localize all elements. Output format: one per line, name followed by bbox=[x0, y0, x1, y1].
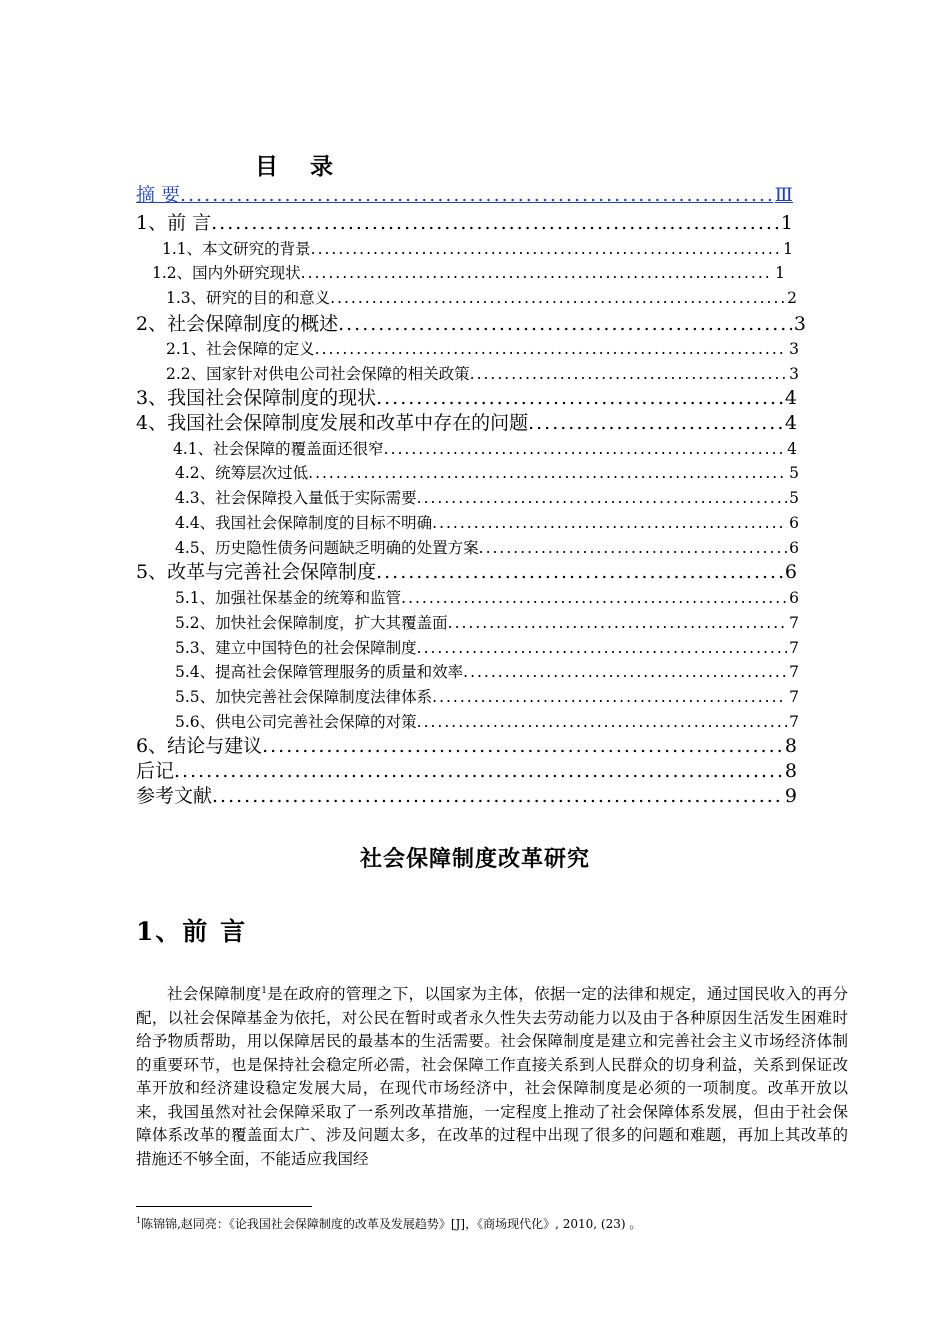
toc-entry[interactable] bbox=[175, 710, 799, 735]
toc-entry-label: 4、我国社会保障制度发展和改革中存在的问题 bbox=[136, 412, 529, 434]
toc-entry[interactable] bbox=[136, 759, 797, 784]
toc-leader-dots bbox=[528, 411, 783, 436]
toc-leader-dots bbox=[463, 660, 787, 685]
toc-leader-dots bbox=[479, 536, 787, 561]
toc-entry-page: 2 bbox=[787, 289, 797, 307]
toc-entry-label: 4.3、社会保障投入量低于实际需要 bbox=[175, 489, 417, 507]
toc-entry-page: 7 bbox=[789, 713, 799, 731]
toc-entry-label: 1.1、本文研究的背景 bbox=[162, 240, 311, 258]
toc-entry-page: 8 bbox=[784, 760, 797, 782]
toc-entry[interactable] bbox=[166, 362, 799, 387]
toc-entry[interactable] bbox=[175, 461, 799, 486]
toc-entry-page: 3 bbox=[789, 365, 799, 383]
toc-entry[interactable] bbox=[166, 337, 799, 362]
toc-entry-page: 9 bbox=[784, 785, 797, 807]
toc-entry-label: 5、改革与完善社会保障制度 bbox=[136, 561, 377, 583]
toc-leader-dots bbox=[417, 710, 787, 735]
toc-entry-label: 1.3、研究的目的和意义 bbox=[166, 289, 331, 307]
toc-entry-label: 后记 bbox=[136, 760, 175, 782]
toc-entry-page: 6 bbox=[789, 539, 799, 557]
toc-entry-page: 7 bbox=[789, 614, 799, 632]
toc-title: 目 录 bbox=[254, 154, 345, 180]
toc-entry-page: 3 bbox=[789, 340, 799, 358]
toc-entry[interactable] bbox=[136, 784, 797, 809]
toc-entry-page: 4 bbox=[784, 387, 797, 409]
toc-entry-page: 6 bbox=[789, 589, 799, 607]
footnote-separator bbox=[136, 1206, 312, 1207]
toc-entry-page: 5 bbox=[789, 464, 799, 482]
footnote bbox=[136, 1213, 641, 1232]
toc-entry-label: 1.2、国内外研究现状 bbox=[152, 264, 301, 282]
toc-entry[interactable] bbox=[136, 386, 797, 411]
toc-leader-dots bbox=[432, 511, 787, 536]
toc-leader-dots bbox=[262, 734, 783, 759]
toc-entry-label: 4.4、我国社会保障制度的目标不明确 bbox=[175, 514, 433, 532]
toc-leader-dots bbox=[401, 586, 787, 611]
footnote-marker: 1 bbox=[136, 1216, 142, 1225]
toc-entry-label: 5.4、提高社会保障管理服务的质量和效率 bbox=[175, 663, 464, 681]
toc-entry[interactable] bbox=[175, 536, 799, 561]
toc-leader-dots bbox=[330, 286, 785, 311]
toc-leader-dots bbox=[384, 437, 785, 462]
toc-entry-label: 5.6、供电公司完善社会保障的对策 bbox=[175, 713, 417, 731]
toc-entry[interactable] bbox=[136, 560, 797, 585]
toc-entry[interactable] bbox=[136, 183, 793, 208]
toc-leader-dots bbox=[376, 560, 783, 585]
toc-entry-label: 5.2、加快社会保障制度，扩大其覆盖面 bbox=[175, 614, 448, 632]
toc-entry[interactable] bbox=[166, 286, 797, 311]
toc-leader-dots bbox=[376, 386, 783, 411]
document-title: 社会保障制度改革研究 bbox=[359, 846, 590, 872]
toc-entry-label: 4.1、社会保障的覆盖面还很窄 bbox=[173, 440, 384, 458]
toc-entry[interactable] bbox=[175, 660, 799, 685]
toc-entry[interactable] bbox=[175, 486, 799, 511]
toc-entry[interactable] bbox=[175, 636, 799, 661]
toc-entry[interactable] bbox=[173, 437, 797, 462]
toc-entry-label: 4.5、历史隐性债务问题缺乏明确的处置方案 bbox=[175, 539, 479, 557]
toc-leader-dots bbox=[180, 183, 773, 208]
toc-leader-dots bbox=[417, 486, 787, 511]
toc-entry[interactable] bbox=[162, 237, 793, 262]
toc-leader-dots bbox=[470, 362, 787, 387]
footnote-text: 陈锦锦,赵同亮：《论我国社会保障制度的改革及发展趋势》[J]，《商场现代化》, 2010, (23) 。 bbox=[141, 1217, 642, 1231]
toc-entry-label: 5.5、加快完善社会保障制度法律体系 bbox=[175, 688, 433, 706]
footnote-reference[interactable]: 1 bbox=[261, 985, 267, 996]
toc-entry-page: 4 bbox=[787, 440, 797, 458]
toc-entry-page: 4 bbox=[784, 412, 797, 434]
toc-entry-label: 1、前 言 bbox=[136, 212, 212, 234]
toc-leader-dots bbox=[448, 611, 787, 636]
toc-entry-page: 1 bbox=[775, 264, 785, 282]
toc-entry-label: 摘 要 bbox=[136, 184, 181, 206]
toc-entry-page: 5 bbox=[789, 489, 799, 507]
toc-leader-dots bbox=[417, 636, 787, 661]
toc-entry[interactable] bbox=[136, 312, 806, 337]
toc-leader-dots bbox=[301, 261, 773, 286]
toc-entry[interactable] bbox=[152, 261, 785, 286]
toc-entry[interactable] bbox=[136, 411, 797, 436]
toc-entry-label: 6、结论与建议 bbox=[136, 735, 263, 757]
toc-leader-dots bbox=[338, 312, 792, 337]
section-heading: 1、前 言 bbox=[136, 917, 248, 946]
toc-entry-page: Ⅲ bbox=[774, 184, 793, 206]
toc-entry-label: 4.2、统筹层次过低 bbox=[175, 464, 309, 482]
toc-entry-label: 2.2、国家针对供电公司社会保障的相关政策 bbox=[166, 365, 470, 383]
toc-entry-label: 2、社会保障制度的概述 bbox=[136, 313, 339, 335]
toc-entry-page: 7 bbox=[789, 639, 799, 657]
toc-entry-label: 5.1、加强社保基金的统筹和监管 bbox=[175, 589, 402, 607]
toc-entry[interactable] bbox=[136, 734, 797, 759]
paragraph-lead: 社会保障制度 bbox=[167, 985, 262, 1003]
toc-entry[interactable] bbox=[175, 511, 799, 536]
toc-entry-page: 3 bbox=[793, 313, 806, 335]
toc-entry-page: 6 bbox=[784, 561, 797, 583]
toc-leader-dots bbox=[212, 784, 783, 809]
toc-entry[interactable] bbox=[175, 611, 799, 636]
paragraph-text: 是在政府的管理之下，以国家为主体，依据一定的法律和规定，通过国民收入的再分配，以社会保障基金为依托，对公民在暂时或者永久性失去劳动能力以及由于各种原因生活发生困难时给予物质帮助，用以保障居民的最基本的生活需要。社会保障制度是建立和完善社会主义市场经济体制的重要环节，也是保持社会稳定所必需，社会保障工作直接关系到人民群众的切身利益，关系到保证改革开放和经济建设稳定发展大局，在现代市场经济中，社会保障制度是必须的一项制度。改革开放以来，我国虽然对社会保障采取了一系列改革措施，一定程度上推动了社会保障体系发展，但由于社会保障体系改革的覆盖面太广、涉及问题太多，在改革的过程中出现了很多的问题和难题，再加上其改革的措施还不够全面，不能适应我国经 bbox=[136, 985, 848, 1168]
toc-entry-page: 1 bbox=[780, 212, 793, 234]
toc-entry[interactable] bbox=[136, 211, 793, 236]
toc-entry-page: 6 bbox=[789, 514, 799, 532]
toc-entry-label: 3、我国社会保障制度的现状 bbox=[136, 387, 377, 409]
toc-entry-page: 7 bbox=[789, 663, 799, 681]
toc-entry[interactable] bbox=[175, 685, 799, 710]
toc-leader-dots bbox=[211, 211, 779, 236]
toc-entry-label: 5.3、建立中国特色的社会保障制度 bbox=[175, 639, 417, 657]
body-paragraph bbox=[136, 983, 848, 1171]
toc-entry-label: 2.1、社会保障的定义 bbox=[166, 340, 315, 358]
toc-leader-dots bbox=[174, 759, 783, 784]
toc-leader-dots bbox=[308, 461, 787, 486]
toc-leader-dots bbox=[311, 237, 781, 262]
toc-entry-page: 8 bbox=[784, 735, 797, 757]
toc-leader-dots bbox=[432, 685, 787, 710]
toc-entry-label: 参考文献 bbox=[136, 785, 213, 807]
toc-entry[interactable] bbox=[175, 586, 799, 611]
toc-leader-dots bbox=[315, 337, 787, 362]
toc-entry-page: 7 bbox=[789, 688, 799, 706]
toc-entry-page: 1 bbox=[783, 240, 793, 258]
